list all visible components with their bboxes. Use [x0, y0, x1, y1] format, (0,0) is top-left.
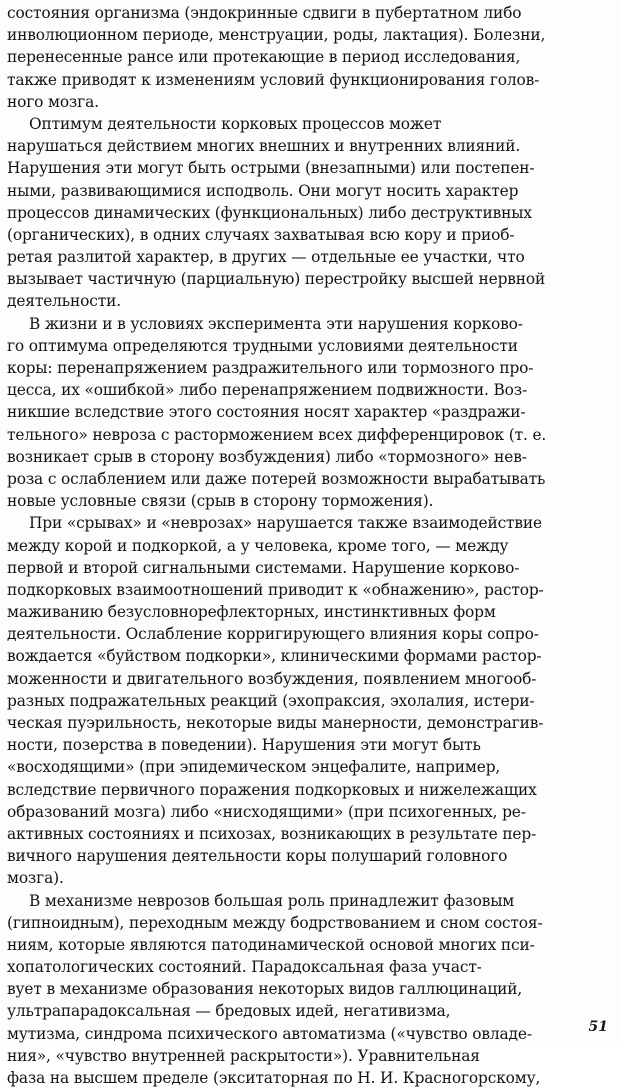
text-line: ности, позерства в поведении). Нарушения эти могут быть: [7, 736, 481, 755]
text-line: роза с ослаблением или даже потерей возможности вырабатывать: [7, 469, 546, 488]
text-line: (гипноидным), переходным между бодрствованием и сном состоя-: [7, 913, 543, 932]
text-line: возникает срыв в сторону возбуждения) либо «тормозного» нев-: [7, 447, 527, 466]
text-line: вызывает частичную (парциальную) перестройку высшей нервной: [7, 270, 546, 289]
text-line: «восходящими» (при эпидемическом энцефалите, например,: [7, 758, 501, 777]
text-line: разных подражательных реакций (эхопраксия, эхолалия, истери-: [7, 691, 535, 710]
text-line: ультрапарадоксальная — бредовых идей, негативизма,: [7, 1002, 451, 1021]
text-line: перенесенные рансе или протекающие в период исследования,: [7, 48, 521, 67]
text-line: маживанию безусловнорефлекторных, инстинктивных форм: [7, 603, 496, 622]
text-line: вождается «буйством подкорки», клиническими формами растор-: [7, 647, 542, 666]
body-text: [7, 2, 613, 1089]
text-line: (органических), в одних случаях захватывая всю кору и приоб-: [7, 225, 515, 244]
text-line: процессов динамических (функциональных) либо деструктивных: [7, 203, 532, 222]
text-line: фаза на высшем пределе (экситаторная по Н. И. Красногорскому,: [7, 1069, 541, 1087]
text-line: вследствие первичного поражения подкорковых и нижележащих: [7, 780, 537, 799]
paragraph-start-line: При «срывах» и «неврозах» нарушается также взаимодействие: [29, 514, 542, 533]
text-line: мутизма, синдрома психического автоматизма («чувство овладе-: [7, 1024, 532, 1043]
text-line: ными, развивающимися исподволь. Они могут носить характер: [7, 181, 519, 200]
page-number: 51: [588, 1019, 608, 1035]
text-line: новые условные связи (срыв в сторону торможения).: [7, 492, 434, 511]
text-line: хопатологических состояний. Парадоксальная фаза участ-: [7, 958, 482, 977]
text-line: ния», «чувство внутренней раскрытости»). Уравнительная: [7, 1046, 480, 1065]
text-line: деятельности.: [7, 292, 121, 311]
text-line: коры: перенапряжением раздражительного или тормозного про-: [7, 359, 534, 377]
text-line: активных состояниях и психозах, возникающих в результате пер-: [7, 824, 537, 843]
text-line: вичного нарушения деятельности коры полушарий головного: [7, 847, 508, 866]
text-line: тельного» невроза с расторможением всех дифференцировок (т. е.: [7, 425, 547, 444]
text-line: го оптимума определяются трудными условиями деятельности: [7, 336, 518, 355]
text-line: ретая разлитой характер, в других — отдельные ее участки, что: [7, 248, 525, 267]
text-line: первой и второй сигнальными системами. Нарушение корково-: [7, 558, 520, 577]
text-line: нарушаться действием многих внешних и внутренних влияний.: [7, 137, 521, 156]
text-line: ческая пуэрильность, некоторые виды манерности, демонстрагив-: [7, 714, 544, 732]
paragraph-start-line: В жизни и в условиях эксперимента эти нарушения корково-: [29, 314, 523, 333]
paragraph-start-line: В механизме неврозов большая роль принадлежит фазовым: [29, 891, 515, 910]
text-line: состояния организма (эндокринные сдвиги в пубертатном либо: [7, 4, 522, 22]
text-line: инволюционном периоде, менструации, роды, лактация). Болезни,: [7, 26, 546, 45]
text-line: Нарушения эти могут быть острыми (внезапными) или постепен-: [7, 159, 535, 178]
text-line: вует в механизме образования некоторых видов галлюцинаций,: [7, 980, 523, 999]
text-line: мозга).: [7, 869, 64, 888]
text-line: между корой и подкоркой, а у человека, кроме того, — между: [7, 536, 509, 555]
text-line: моженности и двигательного возбуждения, появлением многооб-: [7, 669, 537, 688]
text-line: образований мозга) либо «нисходящими» (при психогенных, ре-: [7, 802, 526, 821]
text-line: никшие вследствие этого состояния носят характер «раздражи-: [7, 403, 526, 422]
text-line: ного мозга.: [7, 92, 99, 111]
text-line: также приводят к изменениям условий функционирования голов-: [7, 70, 540, 89]
text-line: подкорковых взаимоотношений приводит к «обнажению», растор-: [7, 580, 544, 599]
paragraph-start-line: Оптимум деятельности корковых процессов может: [29, 114, 442, 133]
text-line: деятельности. Ослабление корригирующего влияния коры сопро-: [7, 625, 539, 644]
text-line: ниям, которые являются патодинамической основой многих пси-: [7, 935, 535, 954]
text-line: цесса, их «ошибкой» либо перенапряжением подвижности. Воз-: [7, 381, 528, 400]
